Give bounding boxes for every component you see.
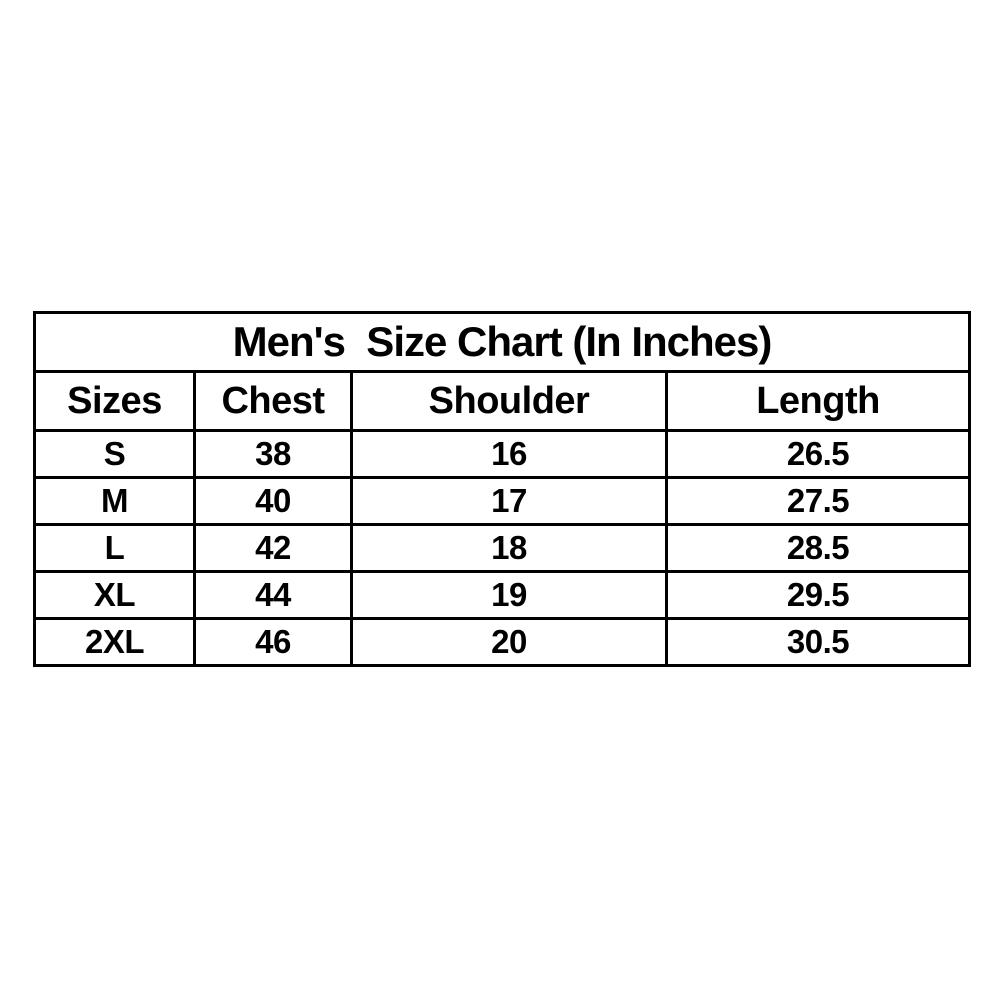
cell-chest: 46 — [195, 619, 352, 666]
column-header-chest: Chest — [195, 372, 352, 431]
cell-size: XL — [35, 572, 195, 619]
column-header-length: Length — [667, 372, 970, 431]
cell-size: 2XL — [35, 619, 195, 666]
table-title-row — [35, 313, 970, 372]
column-header-shoulder: Shoulder — [352, 372, 667, 431]
cell-length: 27.5 — [667, 478, 970, 525]
cell-chest: 42 — [195, 525, 352, 572]
cell-length: 26.5 — [667, 431, 970, 478]
table-title: Men's Size Chart (In Inches) — [35, 313, 970, 372]
cell-shoulder: 16 — [352, 431, 667, 478]
column-header-sizes: Sizes — [35, 372, 195, 431]
cell-size: M — [35, 478, 195, 525]
size-chart-table — [33, 311, 971, 667]
table-row-s — [35, 431, 970, 478]
cell-chest: 40 — [195, 478, 352, 525]
cell-shoulder: 20 — [352, 619, 667, 666]
cell-chest: 38 — [195, 431, 352, 478]
table-row-2xl — [35, 619, 970, 666]
cell-length: 29.5 — [667, 572, 970, 619]
cell-size: S — [35, 431, 195, 478]
cell-length: 28.5 — [667, 525, 970, 572]
cell-shoulder: 17 — [352, 478, 667, 525]
table-row-xl — [35, 572, 970, 619]
cell-size: L — [35, 525, 195, 572]
table-row-m — [35, 478, 970, 525]
cell-length: 30.5 — [667, 619, 970, 666]
cell-chest: 44 — [195, 572, 352, 619]
table-row-l — [35, 525, 970, 572]
cell-shoulder: 19 — [352, 572, 667, 619]
table-header-row — [35, 372, 970, 431]
cell-shoulder: 18 — [352, 525, 667, 572]
